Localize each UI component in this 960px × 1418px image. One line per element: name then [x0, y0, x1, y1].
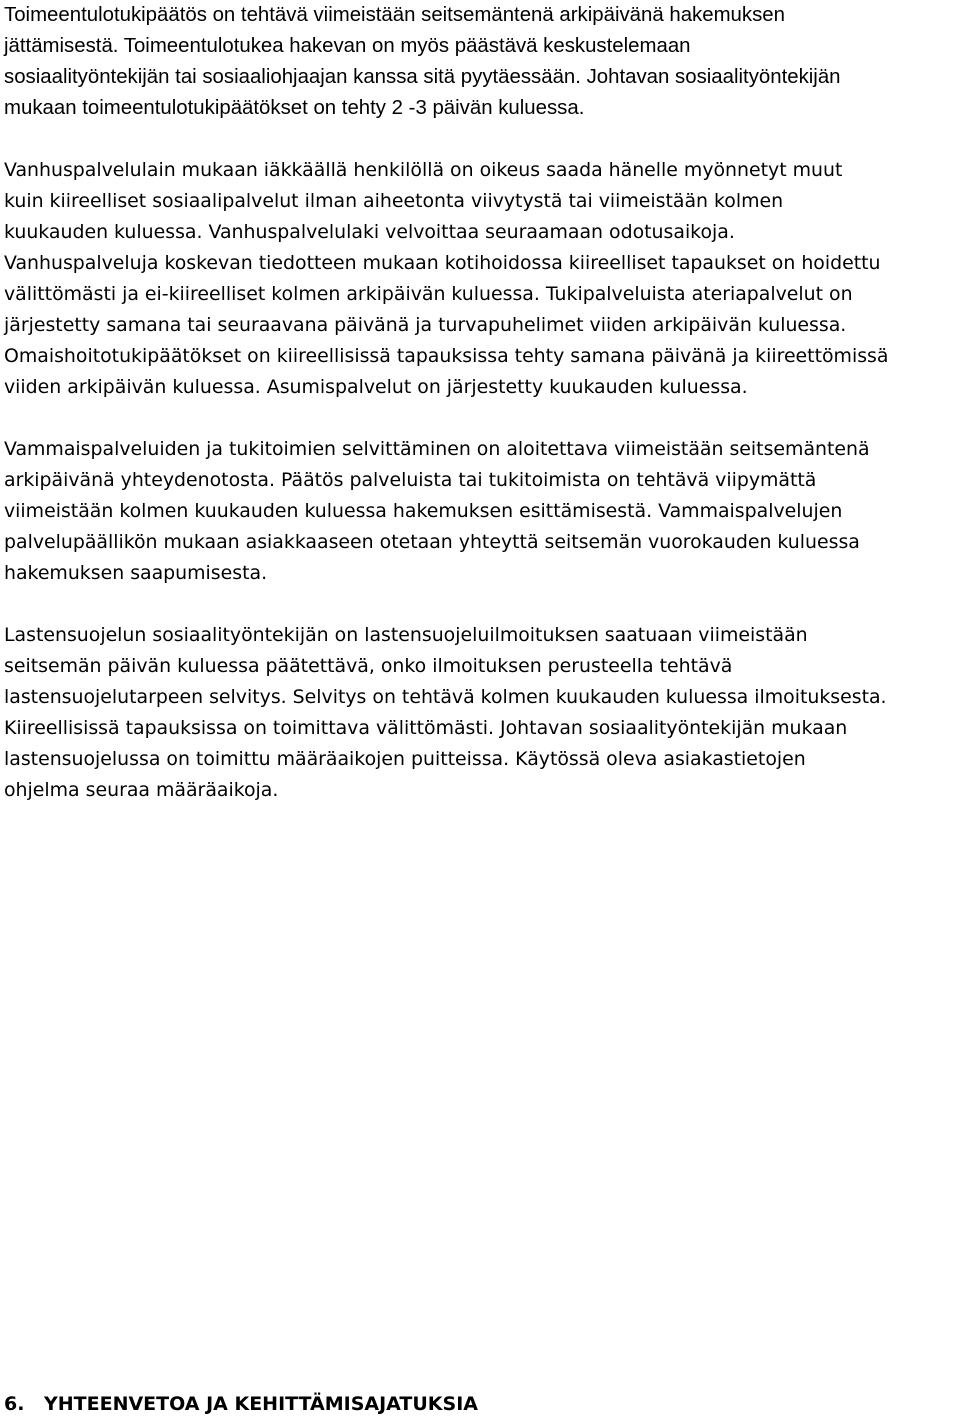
text-line: Kiireellisissä tapauksissa on toimittava välittömästi. Johtavan sosiaalityöntekijän mukaan	[4, 717, 848, 739]
text-line: järjestetty samana tai seuraavana päivänä ja turvapuhelimet viiden arkipäivän kuluessa.	[4, 314, 847, 336]
text-line: seitsemän päivän kuluessa päätettävä, onko ilmoituksen perusteella tehtävä	[4, 655, 733, 677]
text-line: lastensuojelutarpeen selvitys. Selvitys on tehtävä kolmen kuukauden kuluessa ilmoituksesta.	[4, 686, 887, 708]
section-heading	[4, 1390, 478, 1418]
paragraph-toimeentulotuki	[4, 0, 960, 124]
text-line: Vanhuspalveluja koskevan tiedotteen mukaan kotihoidossa kiireelliset tapaukset on hoidettu	[4, 252, 881, 274]
text-line: ohjelma seuraa määräaikoja.	[4, 779, 279, 801]
text-line: Toimeentulotukipäätös on tehtävä viimeistään seitsemäntenä arkipäivänä hakemuksen	[4, 4, 785, 26]
text-line: palvelupäällikön mukaan asiakkaaseen otetaan yhteyttä seitsemän vuorokauden kuluessa	[4, 531, 860, 553]
text-line: mukaan toimeentulotukipäätökset on tehty 2 -3 päivän kuluessa.	[4, 97, 585, 119]
text-line: kuukauden kuluessa. Vanhuspalvelulaki velvoittaa seuraamaan odotusaikoja.	[4, 221, 735, 243]
text-line: arkipäivänä yhteydenotosta. Päätös palveluista tai tukitoimista on tehtävä viipymättä	[4, 469, 817, 491]
text-line: hakemuksen saapumisesta.	[4, 562, 268, 584]
text-line: Vammaispalveluiden ja tukitoimien selvittäminen on aloitettava viimeistään seitsemäntenä	[4, 438, 870, 460]
document-page	[4, 0, 960, 806]
paragraph-vanhuspalvelut	[4, 155, 960, 403]
text-line: Lastensuojelun sosiaalityöntekijän on lastensuojeluilmoituksen saatuaan viimeistään	[4, 624, 808, 646]
text-line: sosiaalityöntekijän tai sosiaaliohjaajan kanssa sitä pyytäessään. Johtavan sosiaalityöntekijän	[4, 66, 841, 88]
text-line: viiden arkipäivän kuluessa. Asumispalvelut on järjestetty kuukauden kuluessa.	[4, 376, 748, 398]
text-line: jättämisestä. Toimeentulotukea hakevan on myös päästävä keskustelemaan	[4, 35, 691, 57]
text-line: viimeistään kolmen kuukauden kuluessa hakemuksen esittämisestä. Vammaispalvelujen	[4, 500, 843, 522]
text-line: Omaishoitotukipäätökset on kiireellisissä tapauksissa tehty samana päivänä ja kiireettömissä	[4, 345, 889, 367]
paragraph-lastensuojelu	[4, 620, 960, 806]
paragraph-vammaispalvelut	[4, 434, 960, 589]
section-number: 6.	[4, 1393, 25, 1415]
section-title: YHTEENVETOA JA KEHITTÄMISAJATUKSIA	[44, 1393, 478, 1415]
text-line: välittömästi ja ei-kiireelliset kolmen arkipäivän kuluessa. Tukipalveluista ateriapalvelut on	[4, 283, 853, 305]
text-line: lastensuojelussa on toimittu määräaikojen puitteissa. Käytössä oleva asiakastietojen	[4, 748, 806, 770]
text-line: kuin kiireelliset sosiaalipalvelut ilman aiheetonta viivytystä tai viimeistään kolmen	[4, 190, 784, 212]
text-line: Vanhuspalvelulain mukaan iäkkäällä henkilöllä on oikeus saada hänelle myönnetyt muut	[4, 159, 843, 181]
